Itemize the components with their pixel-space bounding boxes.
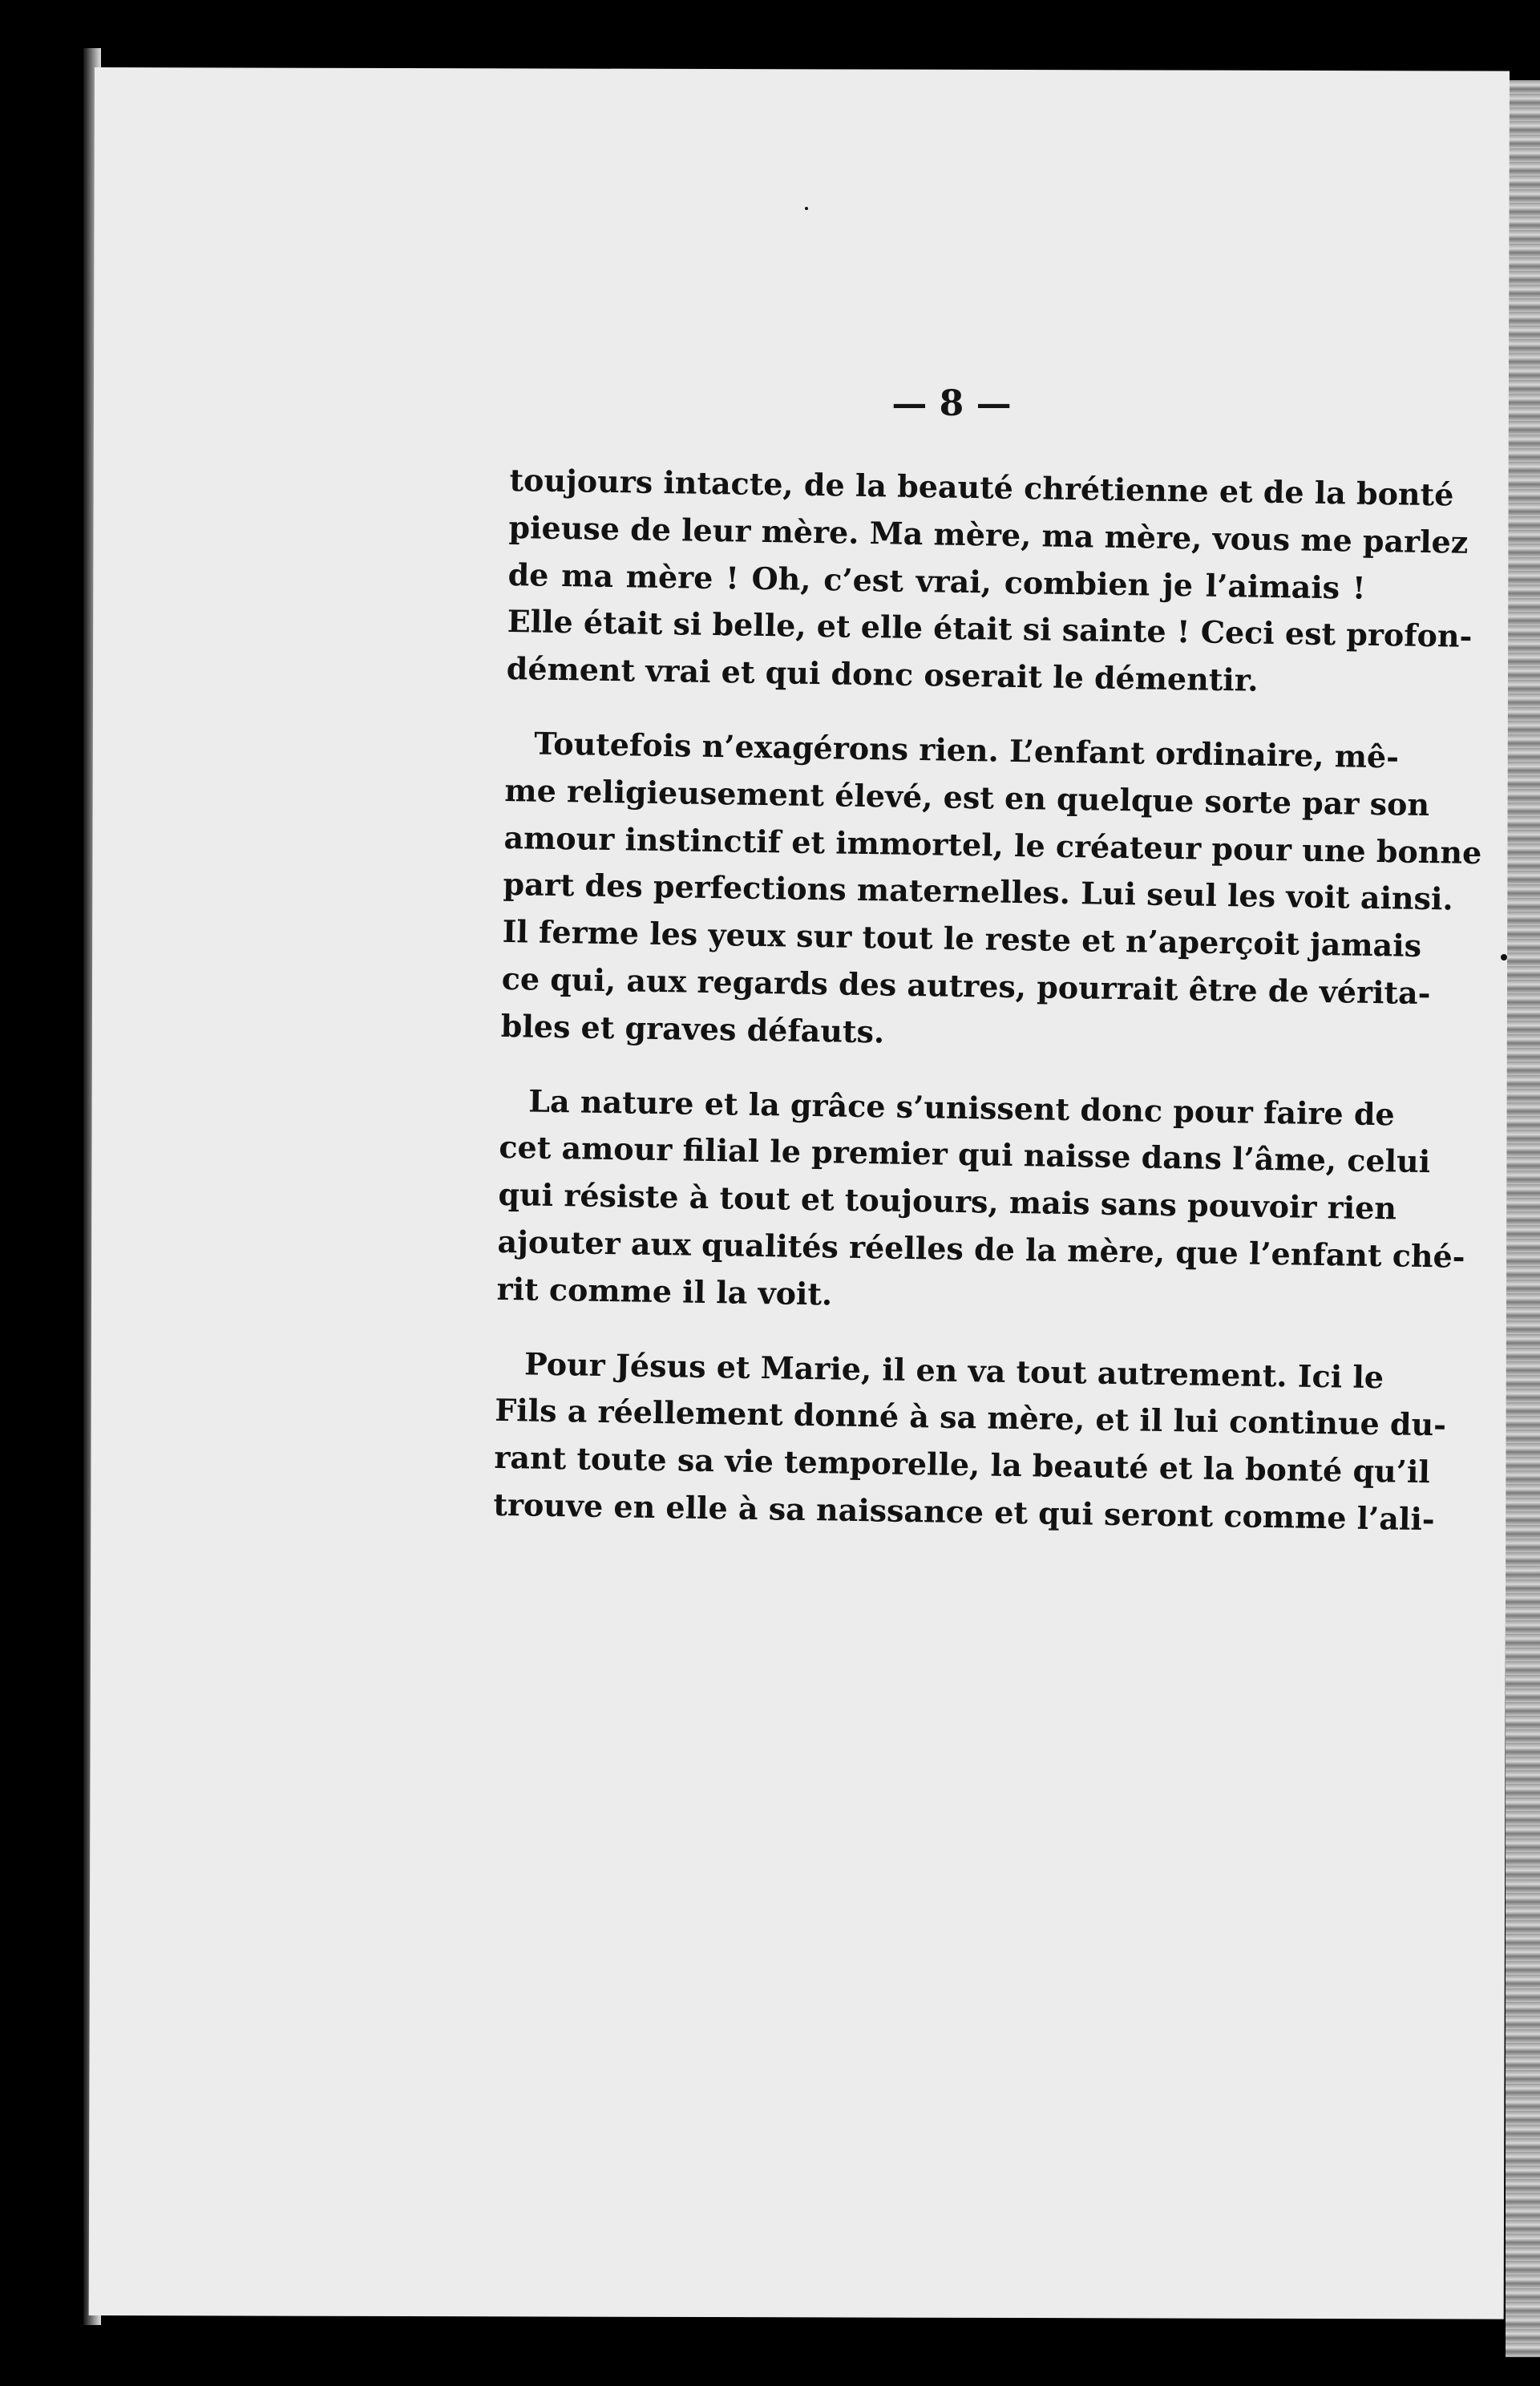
text-line: Fils a réellement donné à sa mère, et il lui continue du- xyxy=(494,1392,1447,1443)
text-line: qui résiste à tout et toujours, mais sans pouvoir rien xyxy=(498,1176,1397,1227)
text-line: pieuse de leur mère. Ma mère, ma mère, vous me parlez xyxy=(508,508,1469,560)
text-line: amour instinctif et immortel, le créateur pour une bonne xyxy=(503,819,1482,871)
text-line: rant toute sa vie temporelle, la beauté et la bonté qu’il xyxy=(494,1438,1431,1490)
text-line: trouve en elle à sa naissance et qui seront comme l’ali- xyxy=(493,1486,1435,1538)
paragraph-4 xyxy=(493,1340,1447,1542)
scan-speck xyxy=(1501,954,1507,960)
text-line: rit comme il la voit. xyxy=(496,1270,833,1312)
text-line: Toutefois n’exagérons rien. L’enfant ordinaire, mê- xyxy=(534,725,1400,775)
text-line: me religieusement élevé, est en quelque sorte par son xyxy=(504,771,1430,823)
paragraph-1 xyxy=(506,457,1473,706)
text-line: ce qui, aux regards des autres, pourrait être de vérita- xyxy=(501,960,1431,1012)
paragraph-2 xyxy=(500,720,1482,1063)
text-line: Elle était si belle, et elle était si sainte ! Ceci est profon- xyxy=(507,603,1473,655)
text-line: Il ferme les yeux sur tout le reste et n’aperçoit jamais xyxy=(502,913,1422,965)
text-line: de ma mère ! Oh, c’est vrai, combien je l’aimais ! xyxy=(507,556,1366,606)
paragraph-3 xyxy=(496,1077,1465,1326)
text-line: ajouter aux qualités réelles de la mère, que l’enfant ché- xyxy=(497,1223,1465,1275)
text-line: cet amour filial le premier qui naisse dans l’âme, celui xyxy=(499,1129,1431,1180)
text-line: La nature et la grâce s’unissent donc pour faire de xyxy=(528,1082,1396,1132)
text-line: part des perfections maternelles. Lui seul les voit ainsi. xyxy=(503,866,1454,917)
body-text xyxy=(492,457,1482,1569)
text-line: toujours intacte, de la beauté chrétienne et de la bonté xyxy=(509,461,1454,513)
scan-speck xyxy=(805,207,808,210)
text-line: dément vrai et qui donc oserait le démentir. xyxy=(506,650,1259,698)
page-number: — 8 — xyxy=(891,383,1012,424)
text-line: Pour Jésus et Marie, il en va tout autrement. Ici le xyxy=(523,1345,1384,1395)
text-line: bles et graves défauts. xyxy=(500,1007,885,1050)
page-right-edge xyxy=(1506,80,1540,2357)
